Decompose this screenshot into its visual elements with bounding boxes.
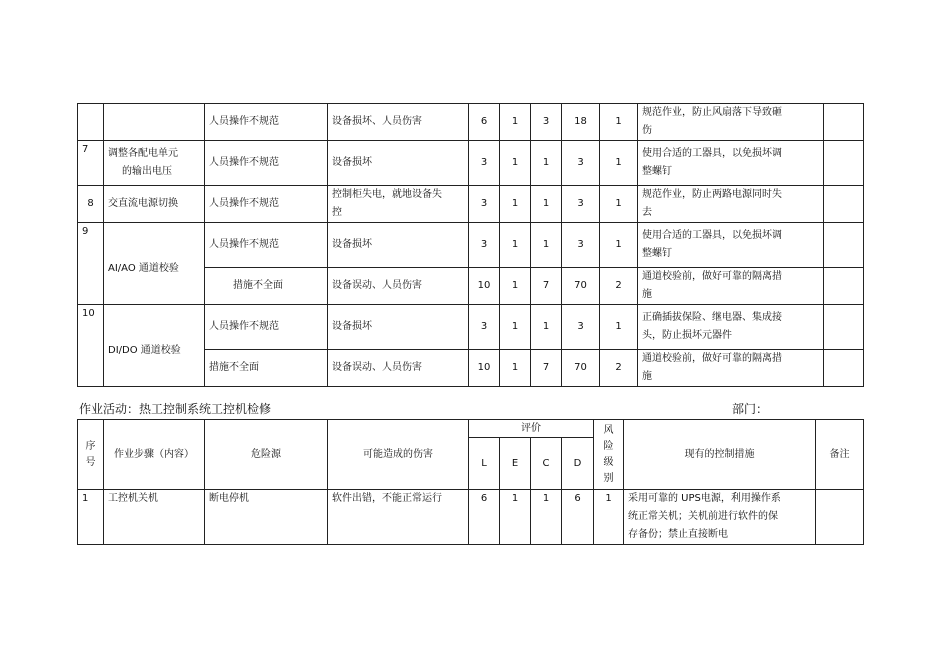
harm-cell: 设备损坏 bbox=[328, 305, 469, 350]
work-step: 交直流电源切换 bbox=[104, 186, 205, 223]
d-value: 3 bbox=[562, 305, 600, 350]
d-value: 18 bbox=[562, 104, 600, 141]
l-value: 10 bbox=[469, 268, 500, 305]
l-value: 10 bbox=[469, 350, 500, 387]
c-value: 1 bbox=[531, 223, 562, 268]
e-value: 1 bbox=[500, 268, 531, 305]
table-row bbox=[78, 490, 864, 545]
e-value: 1 bbox=[500, 490, 531, 545]
header-risk-level: 风 险 级 别 bbox=[594, 420, 624, 490]
header-l: L bbox=[469, 438, 500, 490]
control-measure: 使用合适的工器具，以免损坏调 整螺钉 bbox=[638, 141, 824, 186]
remark-cell bbox=[816, 490, 864, 545]
risk-table-workstation bbox=[77, 419, 864, 545]
d-value: 3 bbox=[562, 141, 600, 186]
l-value: 6 bbox=[469, 104, 500, 141]
row-number: 10 bbox=[78, 305, 104, 387]
header-d: D bbox=[562, 438, 594, 490]
hazard-cell: 人员操作不规范 bbox=[205, 186, 328, 223]
remark-cell bbox=[824, 268, 864, 305]
risk-level: 1 bbox=[600, 141, 638, 186]
remark-cell bbox=[824, 186, 864, 223]
header-step: 作业步骤（内容） bbox=[104, 420, 205, 490]
control-measure: 使用合适的工器具，以免损坏调 整螺钉 bbox=[638, 223, 824, 268]
c-value: 7 bbox=[531, 268, 562, 305]
c-value: 1 bbox=[531, 186, 562, 223]
d-value: 6 bbox=[562, 490, 594, 545]
header-remark: 备注 bbox=[816, 420, 864, 490]
header-c: C bbox=[531, 438, 562, 490]
e-value: 1 bbox=[500, 104, 531, 141]
hazard-cell: 措施不全面 bbox=[205, 268, 328, 305]
control-measure: 正确插拔保险、继电器、集成接 头，防止损坏元器件 bbox=[638, 305, 824, 350]
remark-cell bbox=[824, 350, 864, 387]
l-value: 3 bbox=[469, 186, 500, 223]
table-row bbox=[78, 223, 864, 268]
control-measure: 通道校验前，做好可靠的隔离措 施 bbox=[638, 268, 824, 305]
table-row bbox=[78, 305, 864, 350]
c-value: 1 bbox=[531, 305, 562, 350]
d-value: 3 bbox=[562, 186, 600, 223]
table-row bbox=[78, 186, 864, 223]
c-value: 1 bbox=[531, 141, 562, 186]
work-step bbox=[104, 104, 205, 141]
remark-cell bbox=[824, 223, 864, 268]
d-value: 70 bbox=[562, 350, 600, 387]
risk-level: 2 bbox=[600, 350, 638, 387]
harm-cell: 设备误动、人员伤害 bbox=[328, 268, 469, 305]
activity-title: 作业活动：热工控制系统工控机检修 bbox=[79, 402, 272, 416]
l-value: 6 bbox=[469, 490, 500, 545]
header-evaluation: 评价 bbox=[469, 420, 594, 438]
hazard-cell: 人员操作不规范 bbox=[205, 223, 328, 268]
table-row bbox=[78, 141, 864, 186]
c-value: 3 bbox=[531, 104, 562, 141]
hazard-cell: 人员操作不规范 bbox=[205, 141, 328, 186]
l-value: 3 bbox=[469, 305, 500, 350]
c-value: 7 bbox=[531, 350, 562, 387]
e-value: 1 bbox=[500, 186, 531, 223]
remark-cell bbox=[824, 305, 864, 350]
risk-table-continued bbox=[77, 103, 864, 387]
harm-cell: 软件出错，不能正常运行 bbox=[328, 490, 469, 545]
control-measure: 通道校验前，做好可靠的隔离措 施 bbox=[638, 350, 824, 387]
row-number: 9 bbox=[78, 223, 104, 305]
e-value: 1 bbox=[500, 350, 531, 387]
risk-level: 1 bbox=[600, 186, 638, 223]
hazard-cell: 人员操作不规范 bbox=[205, 104, 328, 141]
remark-cell bbox=[824, 141, 864, 186]
e-value: 1 bbox=[500, 305, 531, 350]
l-value: 3 bbox=[469, 141, 500, 186]
header-e: E bbox=[500, 438, 531, 490]
risk-level: 2 bbox=[600, 268, 638, 305]
harm-cell: 设备损坏 bbox=[328, 223, 469, 268]
control-measure: 规范作业，防止两路电源同时失 去 bbox=[638, 186, 824, 223]
l-value: 3 bbox=[469, 223, 500, 268]
header-hazard: 危险源 bbox=[205, 420, 328, 490]
e-value: 1 bbox=[500, 141, 531, 186]
risk-level: 1 bbox=[594, 490, 624, 545]
d-value: 70 bbox=[562, 268, 600, 305]
c-value: 1 bbox=[531, 490, 562, 545]
work-step: 工控机关机 bbox=[104, 490, 205, 545]
control-measure: 规范作业，防止风扇落下导致砸 伤 bbox=[638, 104, 824, 141]
harm-cell: 设备损坏、人员伤害 bbox=[328, 104, 469, 141]
row-number: 8 bbox=[78, 186, 104, 223]
department-label: 部门： bbox=[732, 402, 769, 416]
row-number: 7 bbox=[78, 141, 104, 186]
harm-cell: 设备误动、人员伤害 bbox=[328, 350, 469, 387]
work-step: 调整各配电单元 的输出电压 bbox=[104, 141, 205, 186]
row-number: 1 bbox=[78, 490, 104, 545]
hazard-cell: 断电停机 bbox=[205, 490, 328, 545]
work-step: AI/AO 通道校验 bbox=[104, 223, 205, 305]
harm-cell: 控制柜失电，就地设备失 控 bbox=[328, 186, 469, 223]
harm-cell: 设备损坏 bbox=[328, 141, 469, 186]
risk-level: 1 bbox=[600, 104, 638, 141]
hazard-cell: 人员操作不规范 bbox=[205, 305, 328, 350]
e-value: 1 bbox=[500, 223, 531, 268]
remark-cell bbox=[824, 104, 864, 141]
risk-level: 1 bbox=[600, 305, 638, 350]
header-harm: 可能造成的伤害 bbox=[328, 420, 469, 490]
table-row bbox=[78, 104, 864, 141]
header-control-measures: 现有的控制措施 bbox=[624, 420, 816, 490]
header-row bbox=[78, 420, 864, 438]
header-no: 序 号 bbox=[78, 420, 104, 490]
control-measure: 采用可靠的 UPS电源，利用操作系 统正常关机；关机前进行软件的保 存备份；禁止直接断电 bbox=[624, 490, 816, 545]
row-number bbox=[78, 104, 104, 141]
risk-level: 1 bbox=[600, 223, 638, 268]
work-step: DI/DO 通道校验 bbox=[104, 305, 205, 387]
hazard-cell: 措施不全面 bbox=[205, 350, 328, 387]
d-value: 3 bbox=[562, 223, 600, 268]
